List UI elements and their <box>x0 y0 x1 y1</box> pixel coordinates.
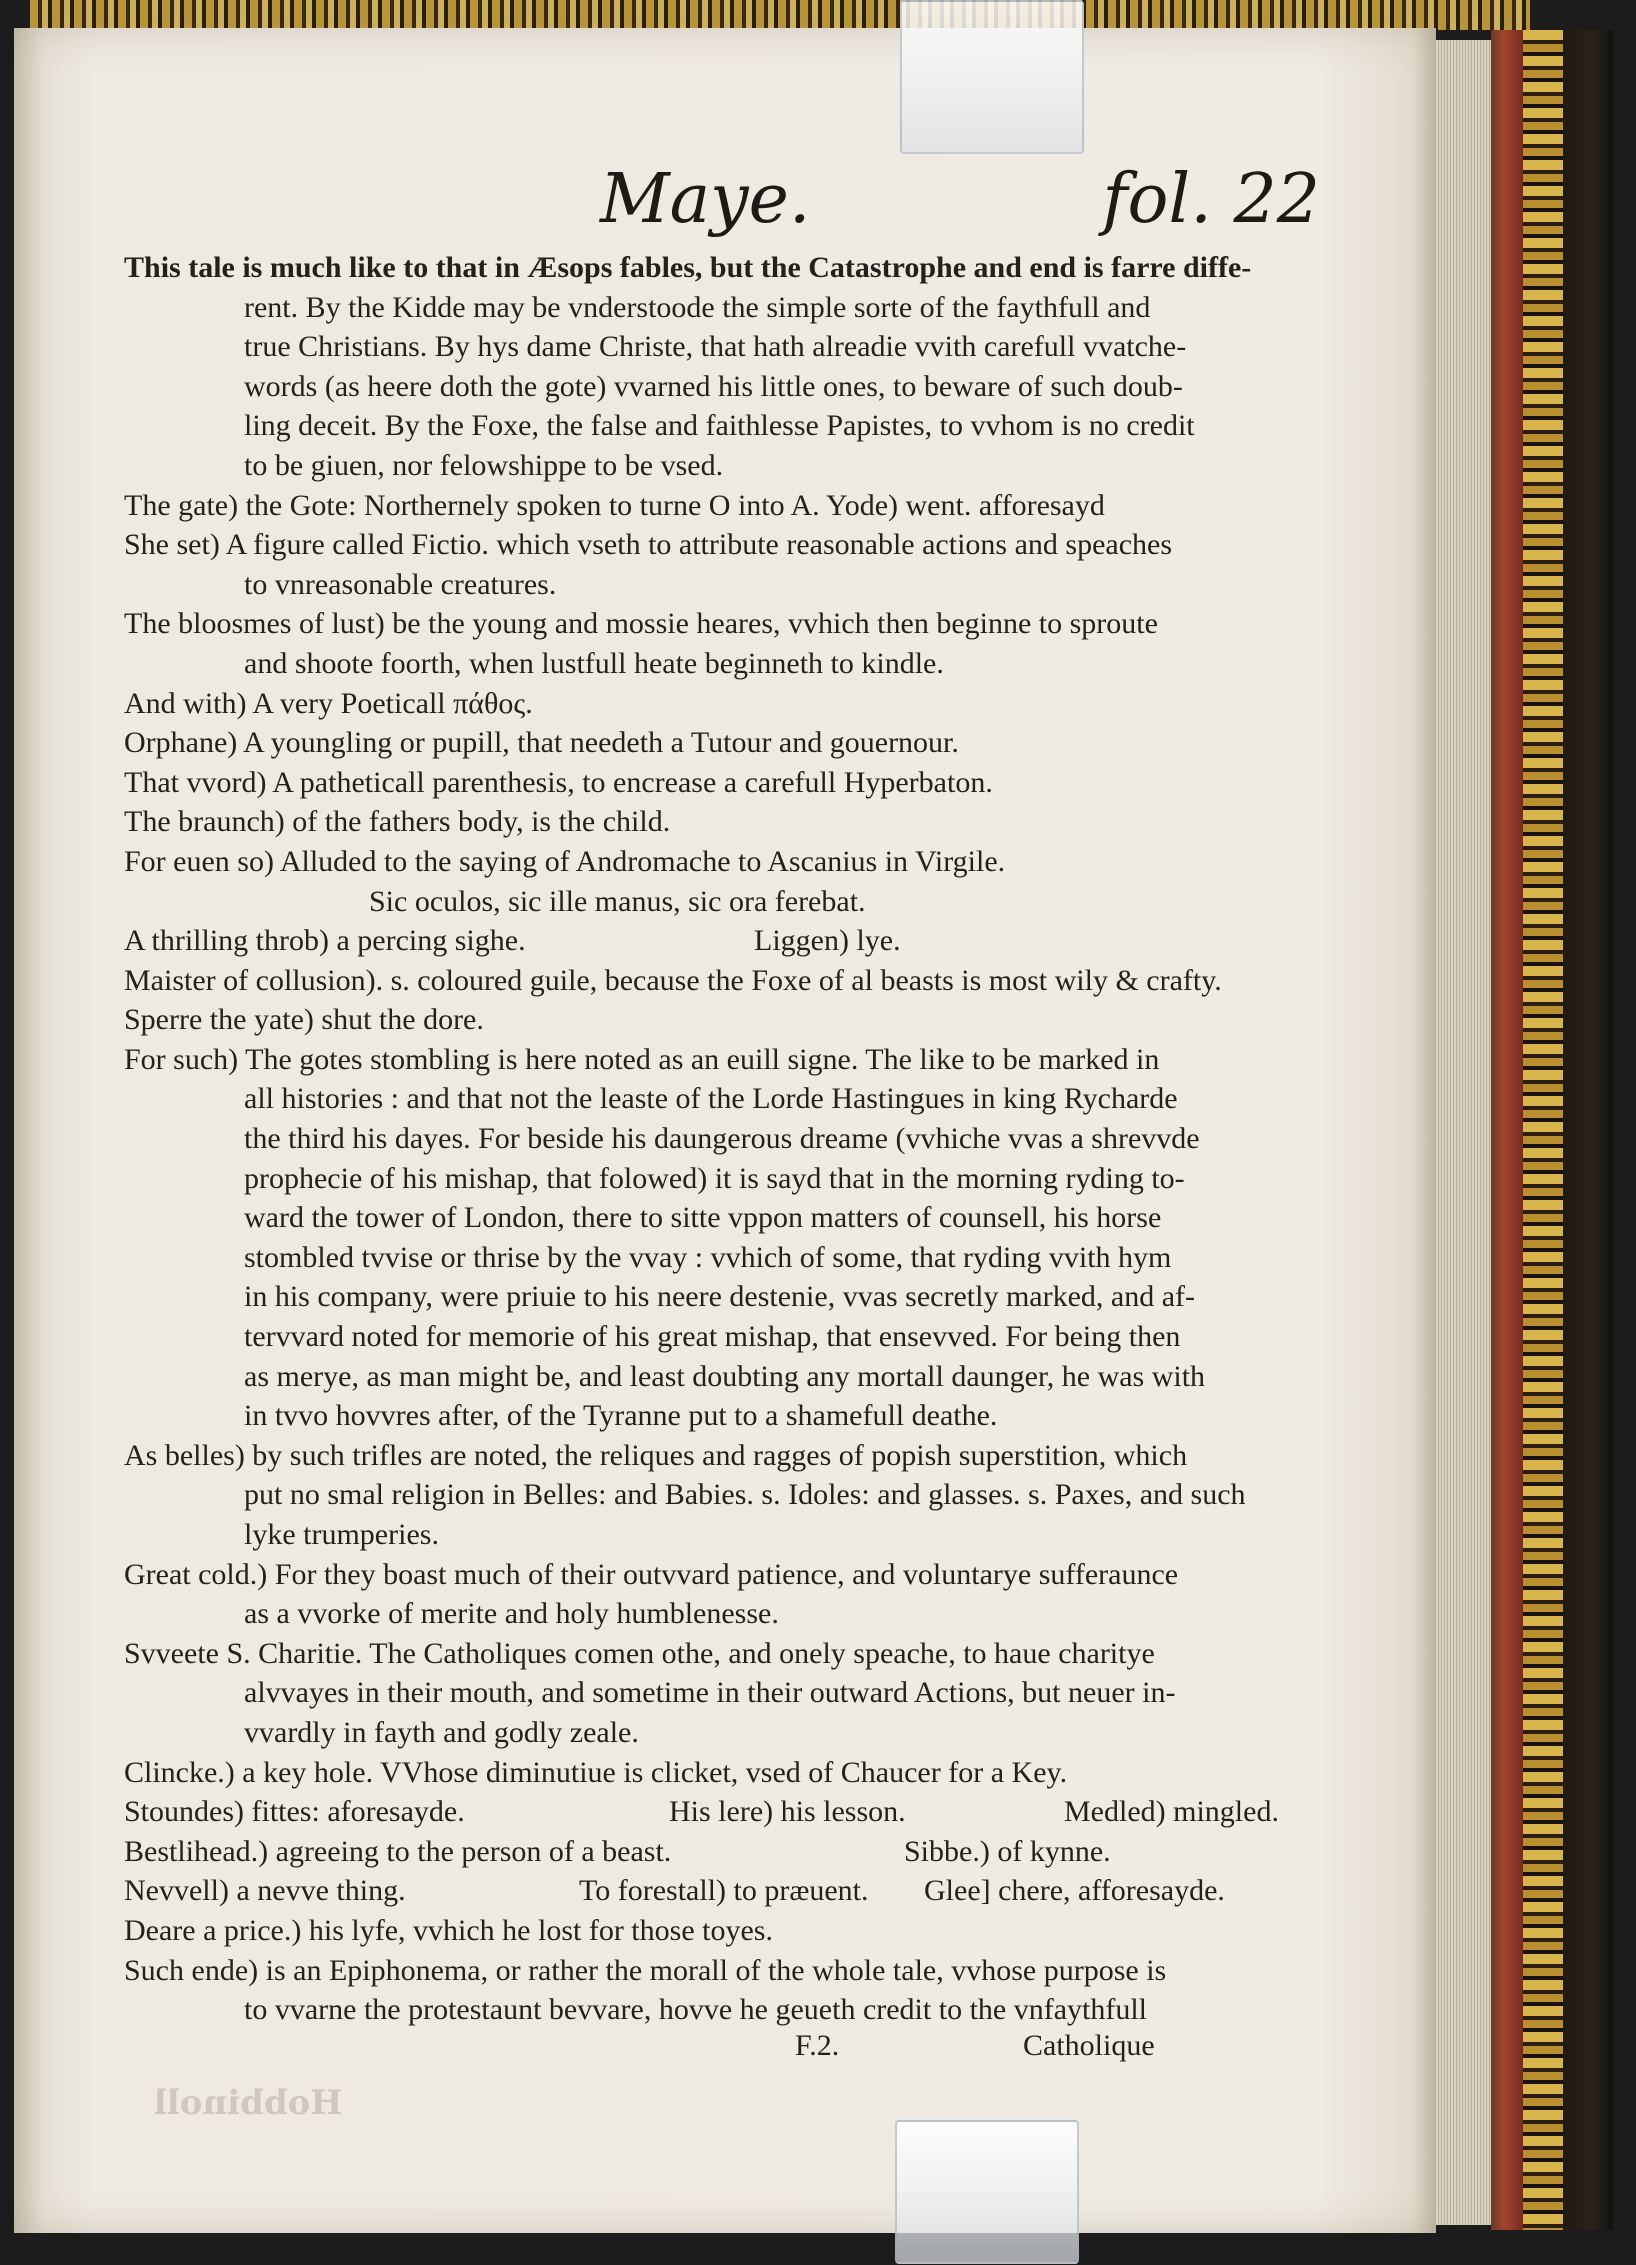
line-text: She set) A figure called Fictio. which vseth to attribute reasonable actions and speaches <box>124 528 1173 562</box>
gilt-tooled-border <box>1523 30 1563 2230</box>
line-text: tervvard noted for memorie of his great mishap, that ensevved. For being then <box>244 1320 1181 1354</box>
text-line <box>124 604 1334 644</box>
text-line <box>124 367 1334 407</box>
line-text: Nevvell) a nevve thing. <box>124 1874 406 1908</box>
line-text: For such) The gotes stombling is here noted as an euill signe. The like to be marked in <box>124 1042 1160 1076</box>
line-text-column-3: Glee] chere, afforesayde. <box>924 1874 1225 1908</box>
text-line <box>124 565 1334 605</box>
text-line <box>124 1079 1334 1119</box>
line-text: The braunch) of the fathers body, is the child. <box>124 805 671 839</box>
text-line <box>124 1238 1334 1278</box>
text-line <box>124 644 1334 684</box>
page-fore-edge <box>1436 40 1491 2225</box>
line-text-column-2: Sibbe.) of kynne. <box>904 1834 1111 1868</box>
line-text: This tale is much like to that in Æsops fables, but the Catastrophe and end is farre diffe- <box>124 251 1252 284</box>
line-text-column-2: To forestall) to præuent. <box>579 1874 869 1908</box>
text-line <box>124 1713 1334 1753</box>
line-text: Sic oculos, sic ille manus, sic ora ferebat. <box>369 884 866 918</box>
text-line <box>124 1911 1334 1951</box>
text-line <box>124 1990 1334 2030</box>
text-line <box>124 248 1334 288</box>
glass-clip-top <box>900 0 1084 154</box>
line-text: as merye, as man might be, and least doubting any mortall daunger, he was with <box>244 1359 1206 1393</box>
text-line <box>124 1000 1334 1040</box>
line-text: prophecie of his mishap, that folowed) it is sayd that in the morning ryding to- <box>244 1161 1185 1195</box>
line-text: The bloosmes of lust) be the young and mossie heares, vvhich then beginne to sproute <box>124 607 1158 641</box>
text-line <box>124 723 1334 763</box>
text-line <box>124 882 1334 922</box>
line-text: And with) A very Poeticall πάθος. <box>124 686 533 720</box>
marbled-binding <box>1491 30 1523 2230</box>
text-line <box>124 486 1334 526</box>
line-text-column-2: His lere) his lesson. <box>669 1795 906 1829</box>
text-line <box>124 1555 1334 1595</box>
text-line <box>124 1753 1334 1793</box>
line-text: Deare a price.) his lyfe, vvhich he lost for those toyes. <box>124 1913 773 1947</box>
folio-number: fol. 22 <box>1102 160 1320 239</box>
line-text-column-3: Medled) mingled. <box>1064 1795 1279 1829</box>
text-line <box>124 1159 1334 1199</box>
text-line <box>124 1871 1334 1911</box>
line-text: Stoundes) fittes: aforesayde. <box>124 1795 465 1829</box>
text-line <box>124 1119 1334 1159</box>
line-text: ling deceit. By the Foxe, the false and faithlesse Papistes, to vvhom is no credit <box>244 409 1195 443</box>
text-line <box>124 1277 1334 1317</box>
text-line <box>124 525 1334 565</box>
text-block <box>124 248 1334 2030</box>
text-line <box>124 961 1334 1001</box>
line-text: A thrilling throb) a percing sighe. <box>124 924 526 958</box>
line-text: the third his dayes. For beside his daungerous dreame (vvhiche vvas a shrevvde <box>244 1122 1200 1156</box>
line-text: Orphane) A youngling or pupill, that needeth a Tutour and gouernour. <box>124 726 959 760</box>
text-line <box>124 1832 1334 1872</box>
line-text: to vvarne the protestaunt bevvare, hovve he geueth credit to the vnfaythfull <box>244 1993 1148 2027</box>
line-text: vvardly in fayth and godly zeale. <box>244 1715 639 1749</box>
text-line <box>124 684 1334 724</box>
signature-mark: F.2. <box>795 2029 840 2062</box>
line-text: lyke trumperies. <box>244 1518 439 1551</box>
text-line <box>124 1634 1334 1674</box>
gilt-top-edge <box>30 0 1530 30</box>
line-text: rent. By the Kidde may be vnderstoode the simple sorte of the faythfull and <box>244 290 1151 324</box>
line-text: in tvvo hovvres after, of the Tyranne put to a shamefull deathe. <box>244 1399 998 1433</box>
page-header <box>600 160 1320 250</box>
running-title: Maye. <box>600 160 811 239</box>
text-line <box>124 1357 1334 1397</box>
line-text: Great cold.) For they boast much of their outvvard patience, and voluntarye sufferaunce <box>124 1557 1179 1591</box>
line-text: in his company, were priuie to his neere destenie, vvas secretly marked, and af- <box>244 1280 1196 1314</box>
line-text: Clincke.) a key hole. VVhose diminutiue is clicket, vsed of Chaucer for a Key. <box>124 1755 1068 1789</box>
text-line <box>124 921 1334 961</box>
line-text: Maister of collusion). s. coloured guile, because the Foxe of al beasts is most wily & crafty. <box>124 963 1222 997</box>
line-text: Such ende) is an Epiphonema, or rather the morall of the whole tale, vvhose purpose is <box>124 1953 1167 1987</box>
line-text: For euen so) Alluded to the saying of Andromache to Ascanius in Virgile. <box>124 844 1006 878</box>
text-line <box>124 1396 1334 1436</box>
text-line <box>124 1475 1334 1515</box>
text-line <box>124 763 1334 803</box>
text-line <box>124 1040 1334 1080</box>
text-line <box>124 446 1334 486</box>
text-line <box>124 327 1334 367</box>
line-text: words (as heere doth the gote) vvarned his little ones, to beware of such doub- <box>244 369 1183 403</box>
text-line <box>124 1436 1334 1476</box>
line-text: As belles) by such trifles are noted, the reliques and ragges of popish superstition, which <box>124 1438 1188 1472</box>
line-text: stombled tvvise or thrise by the vvay : vvhich of some, that ryding vvith hym <box>244 1240 1172 1274</box>
text-line <box>124 1594 1334 1634</box>
text-line <box>124 1317 1334 1357</box>
line-text: put no smal religion in Belles: and Babies. s. Idoles: and glasses. s. Paxes, and such <box>244 1478 1246 1512</box>
book-cover-edge <box>1563 30 1613 2230</box>
show-through-text: Hobbinoll <box>154 2083 343 2123</box>
text-line <box>124 1673 1334 1713</box>
text-line <box>124 1515 1334 1555</box>
line-text: and shoote foorth, when lustfull heate beginneth to kindle. <box>244 646 944 680</box>
text-line <box>124 842 1334 882</box>
line-text-column-2: Liggen) lye. <box>754 924 901 958</box>
line-text: Svveete S. Charitie. The Catholiques comen othe, and onely speache, to haue charitye <box>124 1636 1155 1670</box>
text-line <box>124 288 1334 328</box>
line-text: Sperre the yate) shut the dore. <box>124 1003 484 1037</box>
catchword: Catholique <box>1023 2029 1155 2062</box>
text-line <box>124 1951 1334 1991</box>
line-text: true Christians. By hys dame Christe, that hath alreadie vvith carefull vvatche- <box>244 330 1187 364</box>
glass-clip-bottom <box>895 2120 1079 2264</box>
line-text: all histories : and that not the leaste of the Lorde Hastingues in king Rycharde <box>244 1082 1178 1116</box>
page-footer <box>795 2029 1335 2069</box>
text-line <box>124 1198 1334 1238</box>
line-text: to vnreasonable creatures. <box>244 567 557 601</box>
line-text: The gate) the Gote: Northernely spoken to turne O into A. Yode) went. afforesayd <box>124 488 1105 522</box>
line-text: alvvayes in their mouth, and sometime in their outward Actions, but neuer in- <box>244 1676 1176 1710</box>
line-text: to be giuen, nor felowshippe to be vsed. <box>244 448 724 482</box>
text-line <box>124 1792 1334 1832</box>
line-text: That vvord) A patheticall parenthesis, to encrease a carefull Hyperbaton. <box>124 765 993 799</box>
line-text: as a vvorke of merite and holy humblenesse. <box>244 1597 779 1631</box>
text-line <box>124 802 1334 842</box>
line-text: Bestlihead.) agreeing to the person of a beast. <box>124 1834 672 1868</box>
text-line <box>124 406 1334 446</box>
line-text: ward the tower of London, there to sitte vppon matters of counsell, his horse <box>244 1201 1162 1235</box>
